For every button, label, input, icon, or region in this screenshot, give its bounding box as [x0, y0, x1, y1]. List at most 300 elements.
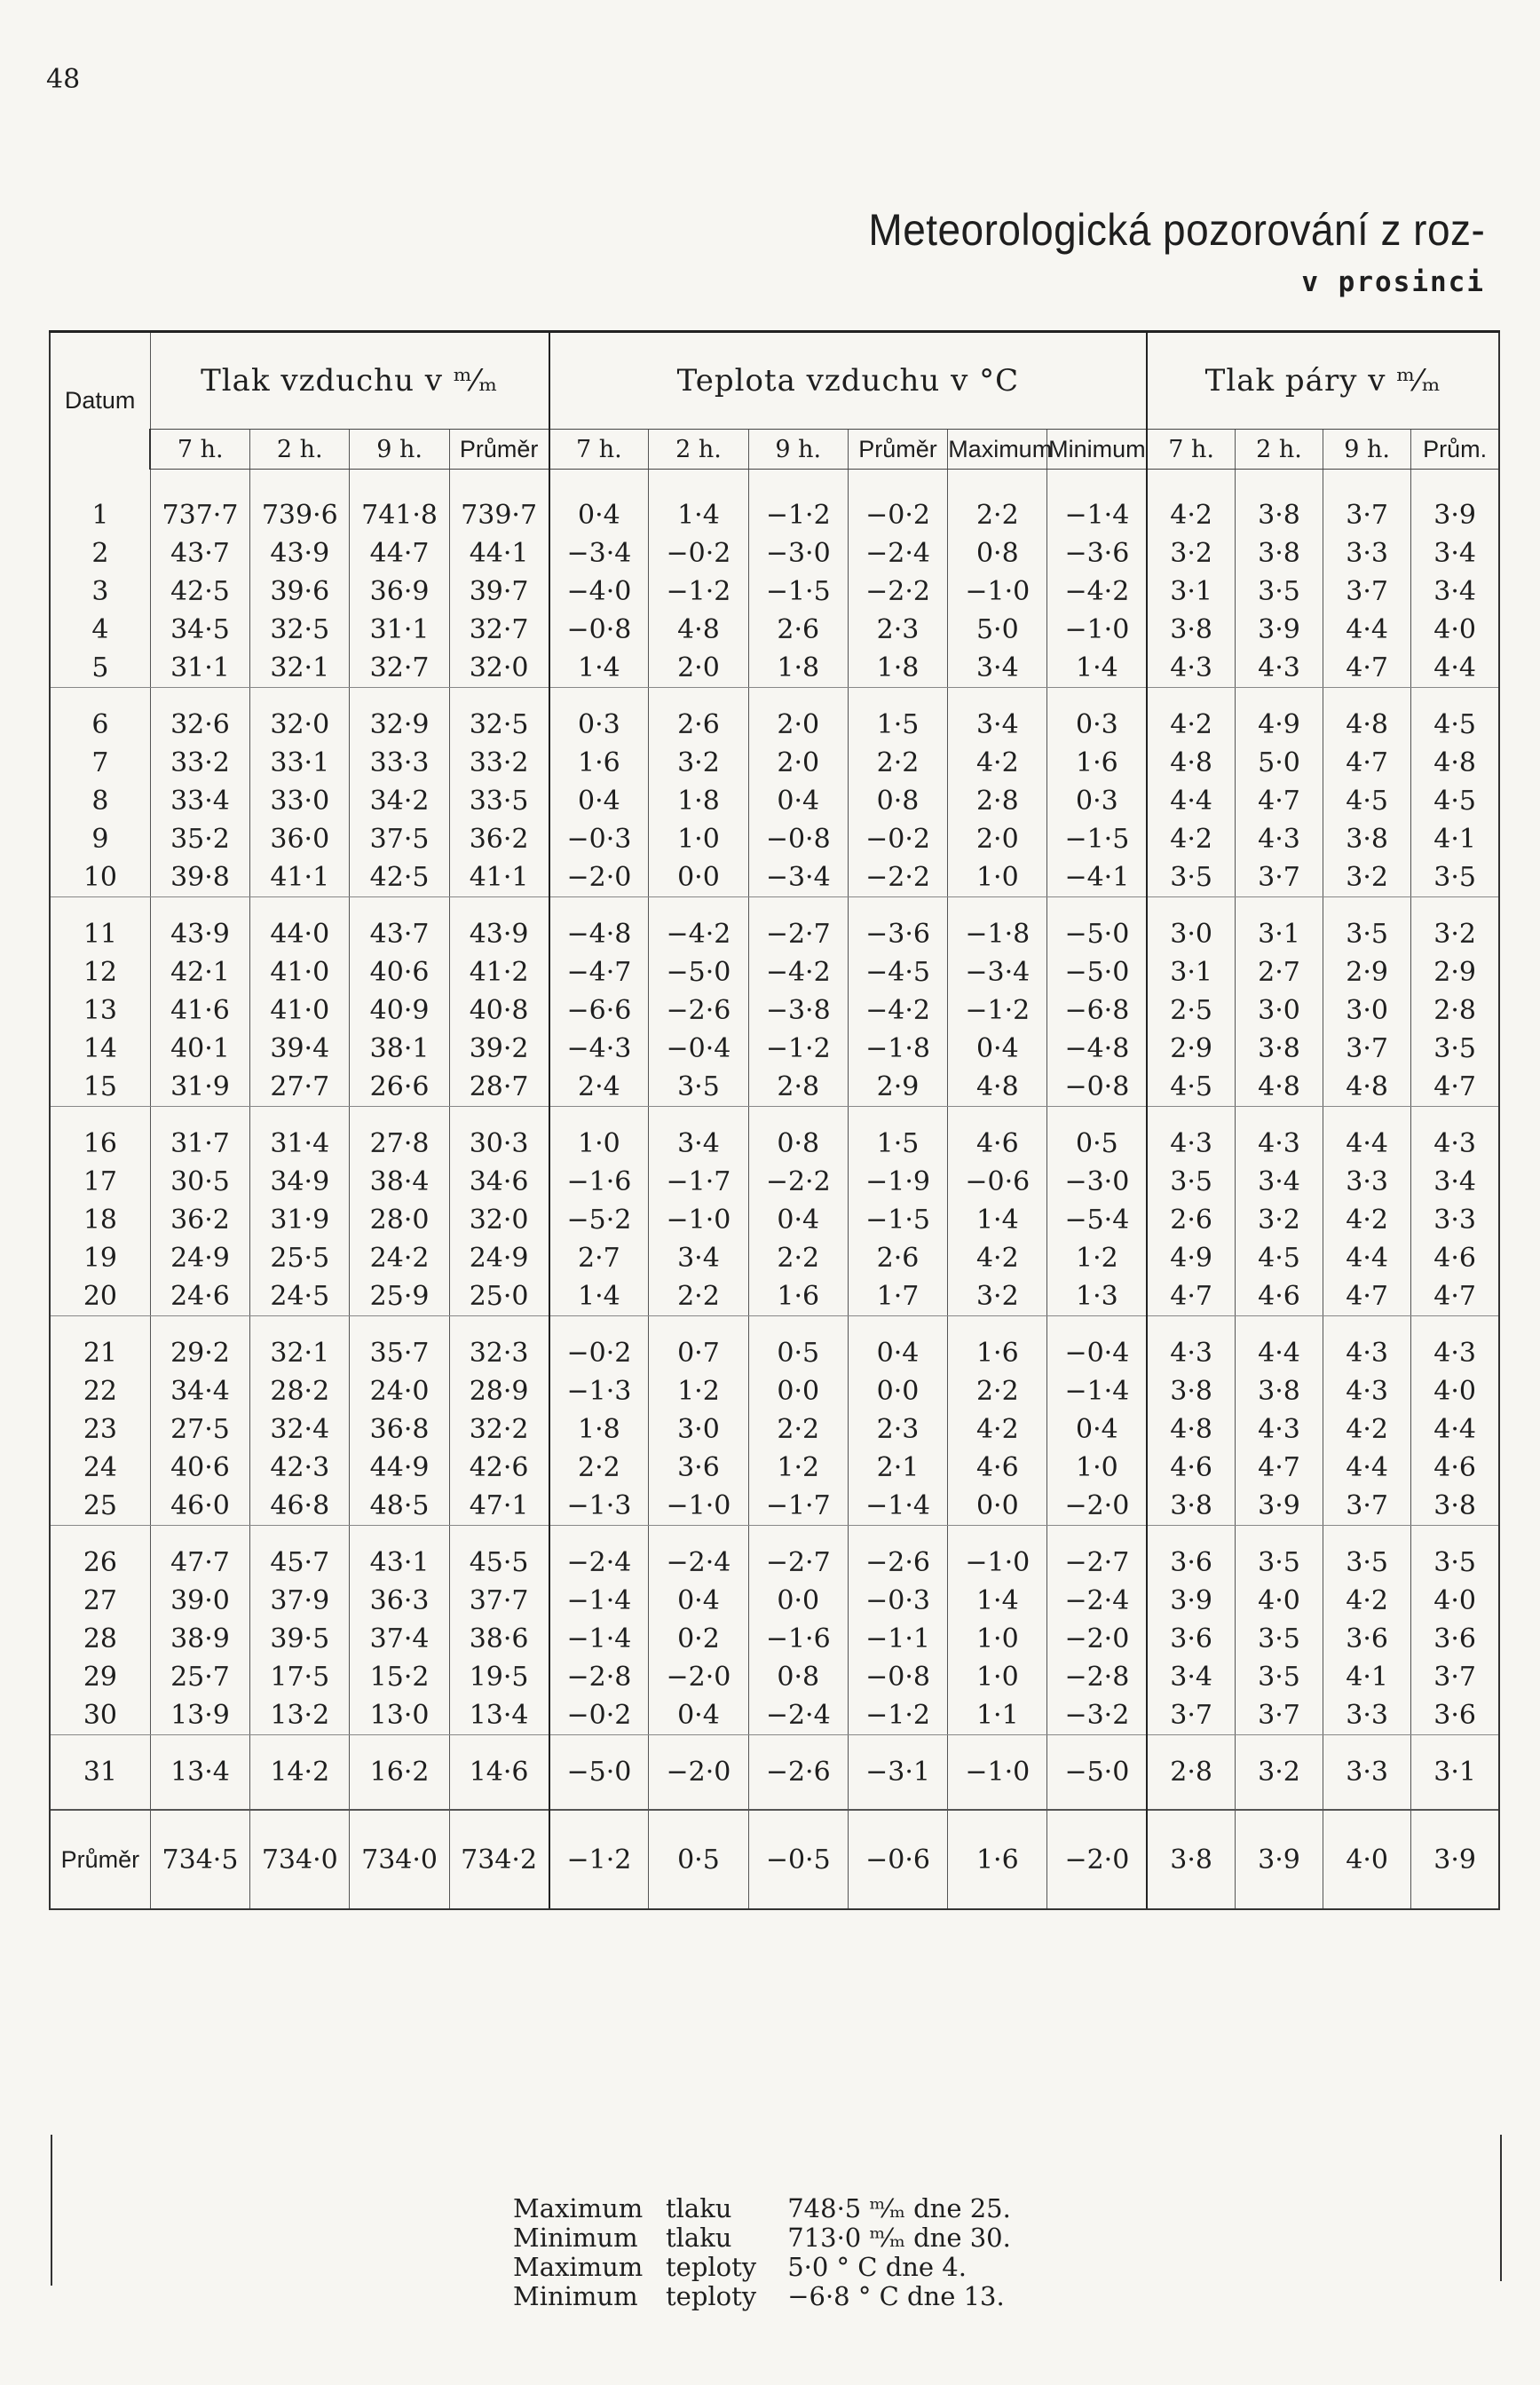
value-cell: 0·5	[1047, 1125, 1147, 1163]
value-cell: 3·3	[1323, 534, 1411, 573]
value-cell: −2·6	[848, 1544, 947, 1582]
day-cell: 9	[50, 820, 150, 858]
column-header-12: 9 h.	[1323, 430, 1411, 470]
value-cell: 0·4	[649, 1582, 748, 1620]
value-cell: −1·3	[549, 1487, 649, 1526]
value-cell: 2·0	[748, 744, 848, 782]
value-cell: 33·1	[250, 744, 350, 782]
value-cell: 41·6	[150, 991, 249, 1030]
value-cell: −2·6	[748, 1753, 848, 1791]
average-row	[50, 1810, 1499, 1909]
average-cell: 734·2	[449, 1810, 549, 1909]
value-cell: 4·7	[1411, 1277, 1499, 1316]
value-cell: 737·7	[150, 496, 249, 534]
value-cell: 4·8	[948, 1068, 1047, 1107]
value-cell: −1·0	[1047, 611, 1147, 649]
value-cell: 36·0	[250, 820, 350, 858]
value-cell: 0·4	[549, 782, 649, 820]
value-cell: −0·3	[848, 1582, 947, 1620]
datum-header: Datum	[50, 332, 150, 470]
value-cell: 2·3	[848, 1410, 947, 1449]
value-cell: 1·8	[848, 649, 947, 688]
value-cell: 41·1	[250, 858, 350, 897]
value-cell: 3·9	[1147, 1582, 1235, 1620]
value-cell: 3·4	[1147, 1658, 1235, 1696]
value-cell: 1·3	[1047, 1277, 1147, 1316]
value-cell: −3·4	[948, 953, 1047, 991]
value-cell: 3·4	[1235, 1163, 1323, 1201]
day-cell: 15	[50, 1068, 150, 1107]
value-cell: 46·8	[250, 1487, 350, 1526]
day-cell: 26	[50, 1544, 150, 1582]
value-cell: 1·4	[649, 496, 748, 534]
value-cell: 1·7	[848, 1277, 947, 1316]
value-cell: 46·0	[150, 1487, 249, 1526]
day-cell: 4	[50, 611, 150, 649]
value-cell: 4·2	[1147, 496, 1235, 534]
value-cell: 2·0	[748, 706, 848, 744]
value-cell: −2·8	[549, 1658, 649, 1696]
value-cell: 4·1	[1323, 1658, 1411, 1696]
value-cell: 4·2	[1323, 1410, 1411, 1449]
value-cell: 1·2	[748, 1449, 848, 1487]
value-cell: 37·9	[250, 1582, 350, 1620]
table-row	[50, 915, 1499, 953]
value-cell: −1·0	[649, 1487, 748, 1526]
value-cell: 1·8	[649, 782, 748, 820]
value-cell: −2·2	[748, 1163, 848, 1201]
top-spacer	[50, 470, 1499, 497]
value-cell: 3·2	[1323, 858, 1411, 897]
value-cell: 42·6	[449, 1449, 549, 1487]
value-cell: 3·4	[649, 1239, 748, 1277]
value-cell: 2·4	[549, 1068, 649, 1107]
table-row	[50, 782, 1499, 820]
value-cell: 0·0	[948, 1487, 1047, 1526]
value-cell: 4·7	[1147, 1277, 1235, 1316]
day-cell: 13	[50, 991, 150, 1030]
day-cell: 17	[50, 1163, 150, 1201]
value-cell: 3·3	[1411, 1201, 1499, 1239]
value-cell: 13·9	[150, 1696, 249, 1735]
table-row	[50, 1696, 1499, 1735]
table-row	[50, 1753, 1499, 1791]
value-cell: 4·6	[1411, 1239, 1499, 1277]
value-cell: 3·3	[1323, 1696, 1411, 1735]
value-cell: 3·5	[649, 1068, 748, 1107]
value-cell: −0·6	[948, 1163, 1047, 1201]
value-cell: 0·8	[848, 782, 947, 820]
table-row	[50, 649, 1499, 688]
value-cell: 47·1	[449, 1487, 549, 1526]
value-cell: 34·5	[150, 611, 249, 649]
value-cell: 43·9	[150, 915, 249, 953]
column-header-3: Průměr	[449, 430, 549, 470]
value-cell: −2·0	[549, 858, 649, 897]
left-rule	[51, 2135, 52, 2286]
value-cell: 2·2	[948, 496, 1047, 534]
day-cell: 27	[50, 1582, 150, 1620]
page-title: Meteorologická pozorování z roz-	[868, 205, 1485, 255]
value-cell: 4·6	[948, 1449, 1047, 1487]
value-cell: 1·2	[649, 1372, 748, 1410]
value-cell: 36·2	[150, 1201, 249, 1239]
table-row	[50, 1239, 1499, 1277]
value-cell: 39·5	[250, 1620, 350, 1658]
value-cell: 40·6	[350, 953, 449, 991]
value-cell: 3·0	[1147, 915, 1235, 953]
value-cell: 1·6	[549, 744, 649, 782]
value-cell: 4·2	[1147, 820, 1235, 858]
group-spacer	[50, 688, 1499, 707]
day-cell: 12	[50, 953, 150, 991]
value-cell: 4·3	[1235, 1410, 1323, 1449]
value-cell: −2·4	[748, 1696, 848, 1735]
value-cell: −0·2	[848, 496, 947, 534]
value-cell: 2·6	[748, 611, 848, 649]
value-cell: 40·9	[350, 991, 449, 1030]
value-cell: 4·5	[1235, 1239, 1323, 1277]
value-cell: 39·4	[250, 1030, 350, 1068]
value-cell: −2·4	[1047, 1582, 1147, 1620]
value-cell: 3·5	[1323, 1544, 1411, 1582]
value-cell: 0·0	[848, 1372, 947, 1410]
value-cell: 2·6	[848, 1239, 947, 1277]
value-cell: −1·8	[948, 915, 1047, 953]
value-cell: 33·2	[150, 744, 249, 782]
value-cell: −0·4	[1047, 1334, 1147, 1372]
value-cell: 2·1	[848, 1449, 947, 1487]
value-cell: 3·6	[1147, 1544, 1235, 1582]
day-cell: 3	[50, 573, 150, 611]
day-cell: 10	[50, 858, 150, 897]
column-header-6: 9 h.	[748, 430, 848, 470]
table-row	[50, 1334, 1499, 1372]
value-cell: −0·8	[549, 611, 649, 649]
value-cell: −0·8	[748, 820, 848, 858]
value-cell: 41·2	[449, 953, 549, 991]
value-cell: −4·2	[1047, 573, 1147, 611]
value-cell: 31·9	[250, 1201, 350, 1239]
day-cell: 30	[50, 1696, 150, 1735]
value-cell: 2·2	[748, 1239, 848, 1277]
value-cell: 1·4	[948, 1201, 1047, 1239]
value-cell: −1·8	[848, 1030, 947, 1068]
bottom-spacer	[50, 1791, 1499, 1810]
group-spacer	[50, 897, 1499, 916]
value-cell: 4·0	[1411, 1372, 1499, 1410]
value-cell: 32·1	[250, 649, 350, 688]
value-cell: 3·8	[1235, 496, 1323, 534]
value-cell: 38·6	[449, 1620, 549, 1658]
extreme-row-1: Minimum tlaku 713·0 ᵐ⁄ₘ dne 30.	[513, 2223, 1011, 2253]
value-cell: 32·0	[449, 1201, 549, 1239]
value-cell: 1·5	[848, 706, 947, 744]
value-cell: −4·2	[748, 953, 848, 991]
value-cell: 5·0	[948, 611, 1047, 649]
value-cell: 2·2	[549, 1449, 649, 1487]
value-cell: 1·0	[948, 858, 1047, 897]
value-cell: −1·7	[649, 1163, 748, 1201]
value-cell: 31·7	[150, 1125, 249, 1163]
average-cell: −0·6	[848, 1810, 947, 1909]
value-cell: 13·2	[250, 1696, 350, 1735]
value-cell: 4·0	[1235, 1582, 1323, 1620]
value-cell: 26·6	[350, 1068, 449, 1107]
value-cell: 3·4	[948, 706, 1047, 744]
value-cell: 40·6	[150, 1449, 249, 1487]
value-cell: 3·4	[649, 1125, 748, 1163]
value-cell: −1·2	[748, 1030, 848, 1068]
value-cell: 4·6	[1147, 1449, 1235, 1487]
value-cell: 4·5	[1411, 706, 1499, 744]
value-cell: 4·2	[1323, 1201, 1411, 1239]
value-cell: 38·1	[350, 1030, 449, 1068]
value-cell: 3·0	[649, 1410, 748, 1449]
value-cell: 0·4	[848, 1334, 947, 1372]
value-cell: 43·9	[250, 534, 350, 573]
column-header-13: Prům.	[1411, 430, 1499, 470]
value-cell: 3·8	[1147, 611, 1235, 649]
value-cell: 2·2	[748, 1410, 848, 1449]
value-cell: 30·5	[150, 1163, 249, 1201]
column-header-9: Minimum	[1047, 430, 1147, 470]
table-row	[50, 1277, 1499, 1316]
value-cell: −1·0	[948, 573, 1047, 611]
value-cell: 5·0	[1235, 744, 1323, 782]
value-cell: 24·9	[150, 1239, 249, 1277]
average-label: Průměr	[50, 1810, 150, 1909]
value-cell: 3·5	[1235, 1544, 1323, 1582]
value-cell: 741·8	[350, 496, 449, 534]
value-cell: 3·8	[1323, 820, 1411, 858]
value-cell: 3·4	[948, 649, 1047, 688]
value-cell: 4·6	[1235, 1277, 1323, 1316]
value-cell: 40·8	[449, 991, 549, 1030]
value-cell: 35·7	[350, 1334, 449, 1372]
table-row	[50, 573, 1499, 611]
value-cell: −2·7	[1047, 1544, 1147, 1582]
value-cell: 4·5	[1411, 782, 1499, 820]
value-cell: 4·7	[1323, 1277, 1411, 1316]
value-cell: −0·3	[549, 820, 649, 858]
value-cell: 44·0	[250, 915, 350, 953]
value-cell: 32·5	[449, 706, 549, 744]
value-cell: 16·2	[350, 1753, 449, 1791]
value-cell: 13·4	[449, 1696, 549, 1735]
value-cell: 3·7	[1147, 1696, 1235, 1735]
value-cell: 3·9	[1411, 496, 1499, 534]
value-cell: 43·7	[150, 534, 249, 573]
value-cell: −2·4	[848, 534, 947, 573]
value-cell: 4·4	[1323, 611, 1411, 649]
column-header-row	[50, 430, 1499, 470]
value-cell: 2·9	[1147, 1030, 1235, 1068]
value-cell: 2·6	[649, 706, 748, 744]
value-cell: 34·4	[150, 1372, 249, 1410]
value-cell: 4·2	[948, 1410, 1047, 1449]
value-cell: 0·4	[948, 1030, 1047, 1068]
day-cell: 20	[50, 1277, 150, 1316]
value-cell: 3·8	[1235, 534, 1323, 573]
value-cell: −1·2	[748, 496, 848, 534]
table-row	[50, 1449, 1499, 1487]
value-cell: 4·5	[1323, 782, 1411, 820]
value-cell: 1·6	[1047, 744, 1147, 782]
value-cell: 2·0	[649, 649, 748, 688]
table-row	[50, 991, 1499, 1030]
value-cell: 3·6	[1147, 1620, 1235, 1658]
value-cell: 0·0	[748, 1372, 848, 1410]
value-cell: 2·2	[948, 1372, 1047, 1410]
value-cell: 1·4	[549, 649, 649, 688]
value-cell: 1·0	[549, 1125, 649, 1163]
column-header-10: 7 h.	[1147, 430, 1235, 470]
value-cell: 4·3	[1147, 1125, 1235, 1163]
value-cell: 4·4	[1411, 1410, 1499, 1449]
value-cell: 36·9	[350, 573, 449, 611]
table-row	[50, 744, 1499, 782]
value-cell: 4·6	[1411, 1449, 1499, 1487]
pressure-group-header: Tlak vzduchu v ᵐ⁄ₘ	[150, 332, 549, 430]
value-cell: −5·2	[549, 1201, 649, 1239]
value-cell: 739·7	[449, 496, 549, 534]
value-cell: 48·5	[350, 1487, 449, 1526]
value-cell: 31·4	[250, 1125, 350, 1163]
value-cell: 32·0	[449, 649, 549, 688]
value-cell: 3·5	[1411, 1544, 1499, 1582]
value-cell: −3·1	[848, 1753, 947, 1791]
value-cell: 2·9	[1323, 953, 1411, 991]
value-cell: 3·7	[1323, 1030, 1411, 1068]
average-cell: 734·0	[250, 1810, 350, 1909]
value-cell: 1·4	[549, 1277, 649, 1316]
value-cell: 3·5	[1235, 573, 1323, 611]
value-cell: 4·3	[1323, 1372, 1411, 1410]
value-cell: 31·9	[150, 1068, 249, 1107]
value-cell: −3·2	[1047, 1696, 1147, 1735]
value-cell: 3·5	[1147, 858, 1235, 897]
value-cell: 25·0	[449, 1277, 549, 1316]
value-cell: 34·6	[449, 1163, 549, 1201]
value-cell: −1·2	[649, 573, 748, 611]
value-cell: −2·8	[1047, 1658, 1147, 1696]
table-row	[50, 858, 1499, 897]
value-cell: 44·9	[350, 1449, 449, 1487]
table-row	[50, 1487, 1499, 1526]
value-cell: 36·3	[350, 1582, 449, 1620]
value-cell: −2·0	[1047, 1487, 1147, 1526]
value-cell: 4·9	[1147, 1239, 1235, 1277]
value-cell: 34·2	[350, 782, 449, 820]
value-cell: 33·2	[449, 744, 549, 782]
value-cell: 2·3	[848, 611, 947, 649]
value-cell: −5·0	[1047, 953, 1147, 991]
table-body	[50, 470, 1499, 1910]
value-cell: −1·3	[549, 1372, 649, 1410]
value-cell: 27·8	[350, 1125, 449, 1163]
value-cell: 35·2	[150, 820, 249, 858]
value-cell: 4·4	[1147, 782, 1235, 820]
value-cell: −0·2	[549, 1696, 649, 1735]
value-cell: −2·0	[649, 1658, 748, 1696]
value-cell: 1·2	[1047, 1239, 1147, 1277]
group-spacer	[50, 1316, 1499, 1335]
value-cell: 4·3	[1147, 649, 1235, 688]
value-cell: 25·9	[350, 1277, 449, 1316]
value-cell: 3·9	[1235, 1487, 1323, 1526]
value-cell: −1·4	[1047, 496, 1147, 534]
value-cell: 3·2	[948, 1277, 1047, 1316]
value-cell: 3·1	[1147, 953, 1235, 991]
value-cell: 34·9	[250, 1163, 350, 1201]
value-cell: 4·0	[1411, 611, 1499, 649]
value-cell: 2·6	[1147, 1201, 1235, 1239]
value-cell: 4·4	[1323, 1239, 1411, 1277]
value-cell: 0·4	[649, 1696, 748, 1735]
value-cell: 32·7	[350, 649, 449, 688]
value-cell: 4·1	[1411, 820, 1499, 858]
table-row	[50, 1372, 1499, 1410]
value-cell: 1·1	[948, 1696, 1047, 1735]
value-cell: 45·5	[449, 1544, 549, 1582]
value-cell: 4·4	[1235, 1334, 1323, 1372]
value-cell: 17·5	[250, 1658, 350, 1696]
value-cell: −1·6	[748, 1620, 848, 1658]
value-cell: 24·9	[449, 1239, 549, 1277]
value-cell: 1·0	[948, 1658, 1047, 1696]
value-cell: −0·8	[1047, 1068, 1147, 1107]
value-cell: 4·2	[948, 744, 1047, 782]
value-cell: 3·0	[1235, 991, 1323, 1030]
group-spacer	[50, 1107, 1499, 1125]
value-cell: −3·6	[1047, 534, 1147, 573]
value-cell: 3·2	[1147, 534, 1235, 573]
table-row	[50, 1163, 1499, 1201]
value-cell: 3·8	[1411, 1487, 1499, 1526]
column-header-2: 9 h.	[350, 430, 449, 470]
extreme-row-3: Minimum teploty −6·8 ° C dne 13.	[513, 2281, 1005, 2311]
value-cell: 2·2	[848, 744, 947, 782]
day-cell: 8	[50, 782, 150, 820]
value-cell: 2·7	[1235, 953, 1323, 991]
day-cell: 11	[50, 915, 150, 953]
value-cell: 44·7	[350, 534, 449, 573]
value-cell: 36·8	[350, 1410, 449, 1449]
value-cell: 3·4	[1411, 1163, 1499, 1201]
average-cell: 734·5	[150, 1810, 249, 1909]
value-cell: 3·6	[1323, 1620, 1411, 1658]
day-cell: 14	[50, 1030, 150, 1068]
value-cell: −0·2	[549, 1334, 649, 1372]
value-cell: 41·1	[449, 858, 549, 897]
value-cell: 0·3	[1047, 782, 1147, 820]
column-header-11: 2 h.	[1235, 430, 1323, 470]
value-cell: −2·0	[649, 1753, 748, 1791]
value-cell: 42·5	[150, 573, 249, 611]
value-cell: 31·1	[150, 649, 249, 688]
value-cell: 0·8	[748, 1658, 848, 1696]
value-cell: 4·8	[1235, 1068, 1323, 1107]
value-cell: −1·4	[549, 1582, 649, 1620]
value-cell: 15·2	[350, 1658, 449, 1696]
vapour-group-header: Tlak páry v ᵐ⁄ₘ	[1147, 332, 1499, 430]
value-cell: 1·8	[748, 649, 848, 688]
table-row	[50, 820, 1499, 858]
value-cell: 3·5	[1411, 1030, 1499, 1068]
value-cell: −4·1	[1047, 858, 1147, 897]
value-cell: 0·8	[948, 534, 1047, 573]
